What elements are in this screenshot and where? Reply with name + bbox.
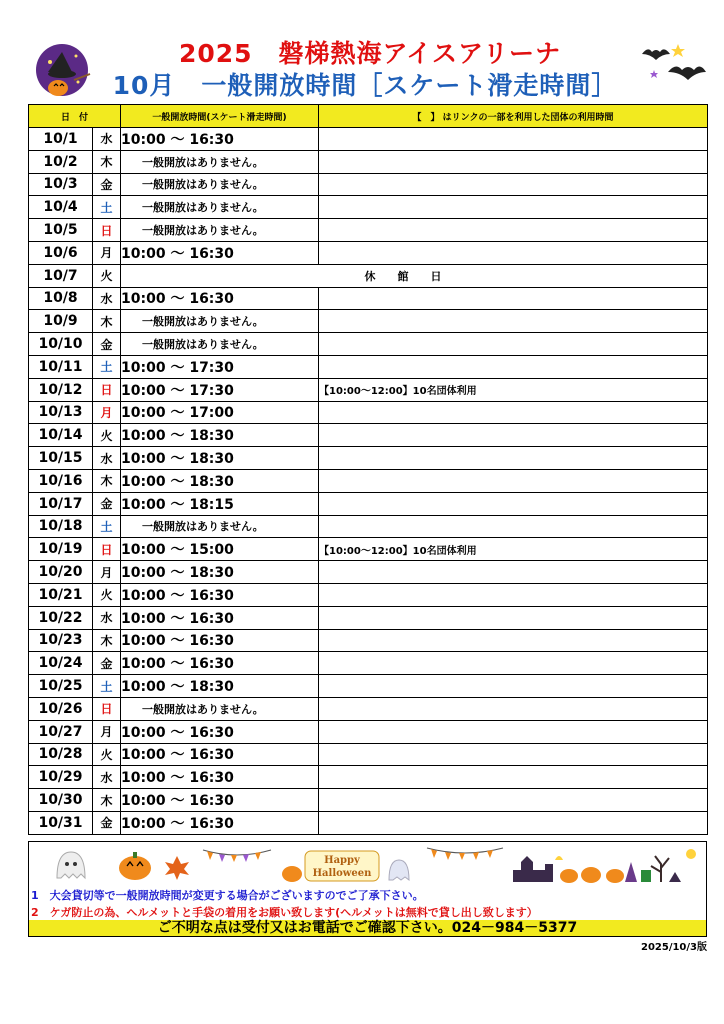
row-day-of-week: 水	[93, 447, 121, 470]
row-open-time: 10:00 ～ 16:30	[121, 743, 319, 766]
table-row	[29, 310, 708, 333]
table-row	[29, 675, 708, 698]
row-date: 10/20	[29, 561, 93, 584]
table-row	[29, 401, 708, 424]
table-row	[29, 561, 708, 584]
row-date: 10/18	[29, 515, 93, 538]
row-open-time: 10:00 ～ 17:30	[121, 355, 319, 378]
row-open-time: 10:00 ～ 16:30	[121, 720, 319, 743]
row-day-of-week: 土	[93, 196, 121, 219]
row-group-note	[319, 515, 708, 538]
row-date: 10/22	[29, 606, 93, 629]
table-row	[29, 219, 708, 242]
row-group-note	[319, 561, 708, 584]
row-day-of-week: 日	[93, 219, 121, 242]
page-header	[0, 0, 724, 104]
row-group-note	[319, 789, 708, 812]
ghost-icon	[389, 860, 409, 880]
table-row	[29, 333, 708, 356]
witch-moon-illustration	[28, 42, 96, 100]
row-closed-day: 休館日	[121, 264, 708, 287]
row-day-of-week: 木	[93, 150, 121, 173]
row-date: 10/7	[29, 264, 93, 287]
table-row	[29, 583, 708, 606]
row-date: 10/13	[29, 401, 93, 424]
table-row	[29, 264, 708, 287]
row-group-note	[319, 447, 708, 470]
row-open-time: 10:00 ～ 18:30	[121, 424, 319, 447]
row-open-time: 10:00 ～ 16:30	[121, 652, 319, 675]
row-date: 10/9	[29, 310, 93, 333]
row-open-time: 10:00 ～ 16:30	[121, 789, 319, 812]
contact-bar: ご不明な点は受付又はお電話でご確認下さい。024－984－5377	[29, 920, 706, 936]
note-column-header: 【 】 はリンクの一部を利用した団体の利用時間	[319, 105, 708, 128]
row-open-time: 10:00 ～ 18:30	[121, 469, 319, 492]
row-day-of-week: 火	[93, 583, 121, 606]
row-day-of-week: 火	[93, 264, 121, 287]
row-date: 10/8	[29, 287, 93, 310]
row-group-note	[319, 196, 708, 219]
row-day-of-week: 月	[93, 241, 121, 264]
row-date: 10/1	[29, 128, 93, 151]
table-row	[29, 196, 708, 219]
happy-halloween-sign	[305, 851, 379, 881]
row-day-of-week: 木	[93, 629, 121, 652]
table-row	[29, 515, 708, 538]
table-row	[29, 287, 708, 310]
row-group-note	[319, 424, 708, 447]
row-day-of-week: 月	[93, 401, 121, 424]
row-day-of-week: 日	[93, 538, 121, 561]
row-date: 10/30	[29, 789, 93, 812]
pumpkin-icon	[119, 852, 151, 880]
row-open-time: 10:00 ～ 18:15	[121, 492, 319, 515]
notice-list	[31, 887, 701, 921]
row-group-note	[319, 629, 708, 652]
row-day-of-week: 木	[93, 469, 121, 492]
row-open-time: 10:00 ～ 17:30	[121, 378, 319, 401]
row-day-of-week: 日	[93, 697, 121, 720]
row-day-of-week: 水	[93, 287, 121, 310]
bunting-garland-icon	[427, 848, 503, 860]
row-group-note	[319, 652, 708, 675]
row-day-of-week: 火	[93, 743, 121, 766]
notice-helmet-gloves: 2 ケガ防止の為、ヘルメットと手袋の着用をお願い致します(ヘルメットは無料で貸し出し致します）	[31, 906, 538, 919]
table-row	[29, 150, 708, 173]
row-day-of-week: 日	[93, 378, 121, 401]
row-date: 10/29	[29, 766, 93, 789]
row-open-time: 10:00 ～ 16:30	[121, 766, 319, 789]
pumpkin-icon	[282, 866, 302, 882]
footer-notes-box	[28, 841, 707, 937]
row-day-of-week: 火	[93, 424, 121, 447]
row-date: 10/10	[29, 333, 93, 356]
maple-leaf-icon	[165, 856, 189, 880]
bunting-garland-icon	[203, 850, 271, 862]
row-date: 10/2	[29, 150, 93, 173]
time-column-header: 一般開放時間(スケート滑走時間)	[121, 105, 319, 128]
row-open-time: 10:00 ～ 16:30	[121, 606, 319, 629]
row-date: 10/16	[29, 469, 93, 492]
ghost-icon	[57, 852, 85, 878]
table-row	[29, 629, 708, 652]
row-group-note	[319, 287, 708, 310]
table-row	[29, 538, 708, 561]
row-group-note	[319, 766, 708, 789]
row-day-of-week: 金	[93, 811, 121, 834]
row-day-of-week: 月	[93, 561, 121, 584]
row-group-note	[319, 355, 708, 378]
row-date: 10/19	[29, 538, 93, 561]
row-group-note	[319, 492, 708, 515]
row-open-time: 10:00 ～ 16:30	[121, 241, 319, 264]
row-open-time: 10:00 ～ 17:00	[121, 401, 319, 424]
halloween-sign-text-2: Halloween	[312, 868, 372, 879]
row-date: 10/12	[29, 378, 93, 401]
row-open-time: 10:00 ～ 16:30	[121, 287, 319, 310]
row-day-of-week: 木	[93, 310, 121, 333]
table-row	[29, 492, 708, 515]
row-open-time: 10:00 ～ 16:30	[121, 811, 319, 834]
row-day-of-week: 土	[93, 515, 121, 538]
row-group-note	[319, 173, 708, 196]
table-row	[29, 469, 708, 492]
row-open-time: 一般開放はありません。	[121, 310, 319, 333]
table-row	[29, 447, 708, 470]
row-day-of-week: 金	[93, 492, 121, 515]
row-date: 10/5	[29, 219, 93, 242]
row-date: 10/21	[29, 583, 93, 606]
row-group-note	[319, 241, 708, 264]
table-row	[29, 766, 708, 789]
table-row	[29, 378, 708, 401]
table-row	[29, 743, 708, 766]
row-open-time: 10:00 ～ 16:30	[121, 583, 319, 606]
row-open-time: 10:00 ～ 18:30	[121, 675, 319, 698]
row-open-time: 一般開放はありません。	[121, 515, 319, 538]
bats-illustration	[638, 40, 706, 86]
table-row	[29, 652, 708, 675]
table-row	[29, 355, 708, 378]
row-date: 10/3	[29, 173, 93, 196]
row-open-time: 一般開放はありません。	[121, 697, 319, 720]
notice-schedule-change: 1 大会貸切等で一般開放時間が変更する場合がございますのでご了承下さい。	[31, 889, 424, 902]
row-group-note	[319, 697, 708, 720]
row-date: 10/27	[29, 720, 93, 743]
row-group-note	[319, 150, 708, 173]
table-row	[29, 697, 708, 720]
row-group-note	[319, 219, 708, 242]
row-day-of-week: 金	[93, 173, 121, 196]
row-group-note	[319, 811, 708, 834]
row-open-time: 一般開放はありません。	[121, 333, 319, 356]
table-row	[29, 606, 708, 629]
row-group-note	[319, 583, 708, 606]
table-row	[29, 424, 708, 447]
row-date: 10/14	[29, 424, 93, 447]
table-row	[29, 720, 708, 743]
row-day-of-week: 金	[93, 652, 121, 675]
row-open-time: 10:00 ～ 18:30	[121, 561, 319, 584]
row-day-of-week: 土	[93, 355, 121, 378]
row-date: 10/15	[29, 447, 93, 470]
date-column-header: 日 付	[29, 105, 121, 128]
row-group-note	[319, 128, 708, 151]
row-day-of-week: 木	[93, 789, 121, 812]
row-group-note	[319, 720, 708, 743]
row-day-of-week: 金	[93, 333, 121, 356]
table-row	[29, 811, 708, 834]
table-row	[29, 173, 708, 196]
version-label: 2025/10/3版	[640, 942, 707, 953]
row-group-note	[319, 401, 708, 424]
row-day-of-week: 水	[93, 128, 121, 151]
row-date: 10/26	[29, 697, 93, 720]
row-day-of-week: 月	[93, 720, 121, 743]
halloween-decoration-strip	[29, 842, 706, 888]
row-group-note: 【10:00～12:00】10名団体利用	[319, 378, 708, 401]
row-group-note	[319, 310, 708, 333]
row-group-note: 【10:00～12:00】10名団体利用	[319, 538, 708, 561]
row-group-note	[319, 469, 708, 492]
table-row	[29, 241, 708, 264]
row-open-time: 10:00 ～ 18:30	[121, 447, 319, 470]
row-date: 10/4	[29, 196, 93, 219]
row-day-of-week: 水	[93, 606, 121, 629]
row-open-time: 10:00 ～ 16:30	[121, 128, 319, 151]
row-date: 10/24	[29, 652, 93, 675]
row-date: 10/23	[29, 629, 93, 652]
halloween-sign-text-1: Happy	[324, 855, 360, 866]
row-group-note	[319, 333, 708, 356]
row-date: 10/17	[29, 492, 93, 515]
row-date: 10/31	[29, 811, 93, 834]
row-day-of-week: 土	[93, 675, 121, 698]
row-open-time: 一般開放はありません。	[121, 150, 319, 173]
row-open-time: 一般開放はありません。	[121, 196, 319, 219]
haunted-town-silhouette	[513, 849, 696, 883]
row-date: 10/11	[29, 355, 93, 378]
table-row	[29, 789, 708, 812]
page-title-line1: 2025 磐梯熱海アイスアリーナ	[178, 39, 562, 68]
page-title-line2: 10月 一般開放時間［スケート滑走時間］	[112, 71, 618, 100]
row-open-time: 一般開放はありません。	[121, 219, 319, 242]
row-group-note	[319, 606, 708, 629]
table-header-row	[29, 105, 708, 128]
row-group-note	[319, 675, 708, 698]
row-open-time: 10:00 ～ 16:30	[121, 629, 319, 652]
row-open-time: 一般開放はありません。	[121, 173, 319, 196]
row-date: 10/25	[29, 675, 93, 698]
table-row	[29, 128, 708, 151]
row-open-time: 10:00 ～ 15:00	[121, 538, 319, 561]
row-group-note	[319, 743, 708, 766]
row-date: 10/28	[29, 743, 93, 766]
row-date: 10/6	[29, 241, 93, 264]
row-day-of-week: 水	[93, 766, 121, 789]
schedule-table	[28, 104, 708, 835]
